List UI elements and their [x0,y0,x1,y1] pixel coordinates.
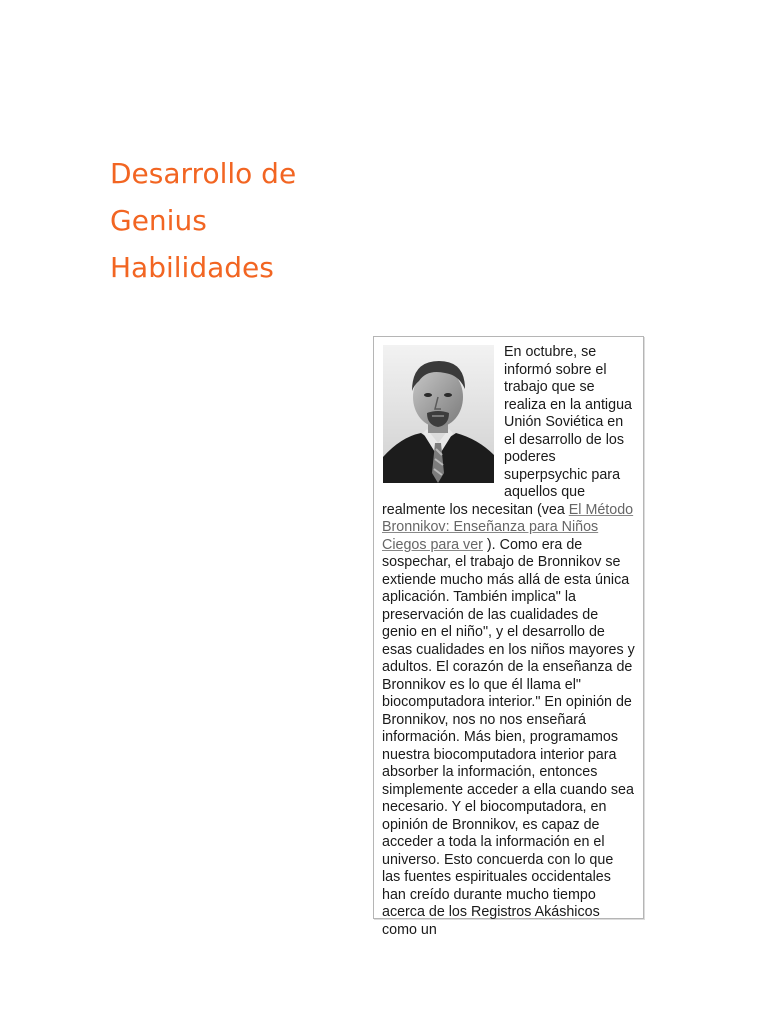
article-text-intro: En octubre, se informó sobre el trabajo que se realiza en la antigua Unión Soviética en el desarrollo de los poderes superpsychic para aquellos que realmente los necesitan (vea [382,344,632,518]
page-title-line-2: Genius [110,204,207,237]
portrait-photo [383,345,494,483]
bronnikov-method-link[interactable]: El Método Bronnikov: Enseñanza para Niños Ciegos para ver [382,501,634,553]
page-title [110,150,296,291]
page-title-line-1: Desarrollo de [110,157,297,190]
article-text [382,344,635,939]
article-box [373,336,644,938]
article-text-body: ). Como era de sospechar, el trabajo de Bronnikov se extiende mucho más allá de esta única aplicación. También implica" la preservación de las cualidades de genio en el niño", y el desarrollo de esas cualidades en los niños mayores y adultos. El corazón de la enseñanza de Bronnikov es lo que él llama el" biocomputadora interior." En opinión de Bronnikov, nos no nos enseñará información. Más bien, programamos nuestra biocomputadora interior para absorber la información, entonces simplemente acceder a ella cuando sea necesario. Y el biocomputadora, en opinión de Bronnikov, es capaz de acceder a toda la información en el universo. Esto concuerda con lo que las fuentes espirituales occidentales han creído durante mucho tiempo acerca de los Registros Akáshicos como un [382,536,635,938]
page-title-line-3: Habilidades [110,251,274,284]
